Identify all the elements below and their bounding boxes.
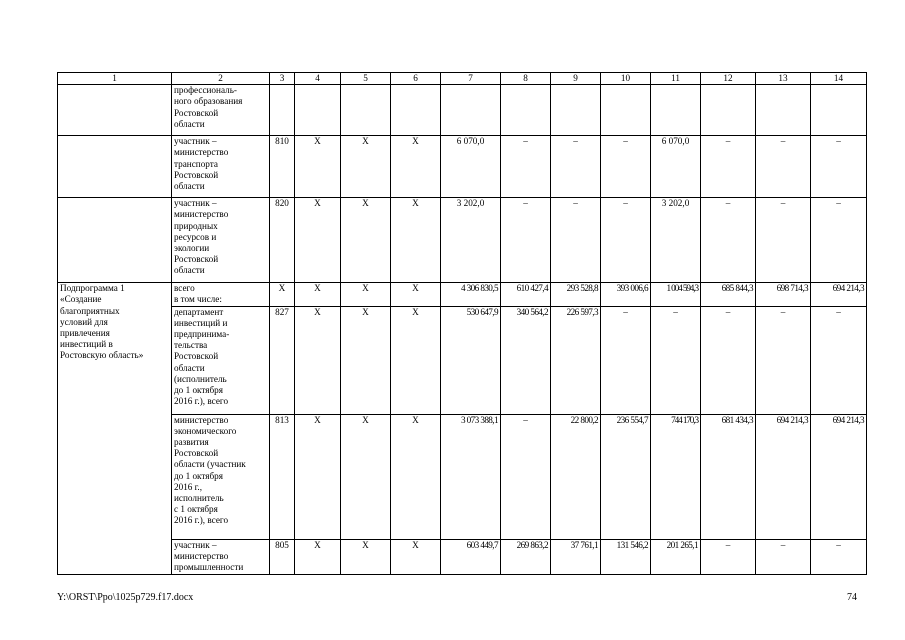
code-cell: 820 [270,198,295,283]
value-cell: – [601,306,651,414]
participant-cell: участник – министерство промышленности [172,539,270,574]
table-row [58,136,867,198]
value-cell: 22 800,2 [551,414,601,539]
value-cell: 4 306 830,5 [441,283,501,306]
value-cell: 236 554,7 [601,414,651,539]
mark-cell: X [341,136,391,198]
table-row [58,85,867,136]
value-cell: 131 546,2 [601,539,651,574]
value-cell: – [551,136,601,198]
mark-cell: X [295,539,341,574]
value-cell [501,85,551,136]
column-header: 13 [756,73,811,85]
column-header: 1 [58,73,172,85]
value-cell: 685 844,3 [701,283,756,306]
participant-cell: участник – министерство природных ресурсов и экологии Ростовской области [172,198,270,283]
value-cell: – [701,306,756,414]
value-cell: – [651,306,701,414]
program-name-cell [58,85,172,136]
value-cell: – [701,136,756,198]
value-cell: – [756,306,811,414]
mark-cell [295,85,341,136]
value-cell: 3 073 388,1 [441,414,501,539]
table-row [58,283,867,306]
column-header: 8 [501,73,551,85]
value-cell: 393 006,6 [601,283,651,306]
value-cell: 603 449,7 [441,539,501,574]
code-cell: X [270,283,295,306]
value-cell: – [811,136,867,198]
value-cell: 293 528,8 [551,283,601,306]
value-cell: 681 434,3 [701,414,756,539]
value-cell: – [551,198,601,283]
value-cell: 1 004 594,3 [651,283,701,306]
value-cell: – [701,539,756,574]
value-cell: 744 170,3 [651,414,701,539]
column-header: 11 [651,73,701,85]
mark-cell: X [295,136,341,198]
value-cell: – [756,539,811,574]
mark-cell [341,85,391,136]
value-cell [441,85,501,136]
program-name-cell [58,198,172,283]
code-cell: 805 [270,539,295,574]
participant-cell: министерство экономического развития Ростовской области (участник до 1 октября 2016 г., исполнитель с 1 октября 2016 г.), всего [172,414,270,539]
value-cell: 3 202,0 [651,198,701,283]
value-cell: 3 202,0 [441,198,501,283]
value-cell: – [501,414,551,539]
mark-cell: X [295,283,341,306]
mark-cell: X [341,539,391,574]
document-file-path: Y:\ORST\Ppo\1025p729.f17.docx [57,592,194,603]
table-header-row [58,73,867,85]
mark-cell: X [391,136,441,198]
code-cell: 813 [270,414,295,539]
program-name-cell [58,136,172,198]
value-cell: 201 265,1 [651,539,701,574]
value-cell: 226 597,3 [551,306,601,414]
column-header: 3 [270,73,295,85]
value-cell [651,85,701,136]
code-cell [270,85,295,136]
mark-cell: X [391,414,441,539]
column-header: 10 [601,73,651,85]
mark-cell: X [341,306,391,414]
mark-cell: X [341,414,391,539]
column-header: 7 [441,73,501,85]
value-cell: 694 214,3 [811,283,867,306]
page-number: 74 [847,592,857,603]
value-cell [756,85,811,136]
participant-cell: всего в том числе: [172,283,270,306]
budget-table [57,72,867,575]
value-cell: – [811,306,867,414]
value-cell: – [811,198,867,283]
value-cell: – [601,136,651,198]
value-cell: – [701,198,756,283]
table-row [58,414,867,539]
value-cell: – [601,198,651,283]
mark-cell: X [295,306,341,414]
participant-cell: участник – министерство транспорта Ростовской области [172,136,270,198]
value-cell: – [756,198,811,283]
value-cell: 37 761,1 [551,539,601,574]
column-header: 9 [551,73,601,85]
participant-cell: департамент инвестиций и предпринима- тельства Ростовской области (исполнитель до 1 октября 2016 г.), всего [172,306,270,414]
column-header: 4 [295,73,341,85]
mark-cell: X [295,414,341,539]
value-cell: 610 427,4 [501,283,551,306]
mark-cell: X [391,198,441,283]
value-cell: 694 214,3 [756,414,811,539]
code-cell: 827 [270,306,295,414]
value-cell: 530 647,9 [441,306,501,414]
value-cell: – [756,136,811,198]
value-cell: 6 070,0 [651,136,701,198]
mark-cell: X [391,283,441,306]
mark-cell: X [341,283,391,306]
column-header: 5 [341,73,391,85]
mark-cell [391,85,441,136]
table-row [58,539,867,574]
value-cell [601,85,651,136]
column-header: 2 [172,73,270,85]
table-row [58,306,867,414]
column-header: 12 [701,73,756,85]
value-cell: – [501,136,551,198]
value-cell: 269 863,2 [501,539,551,574]
mark-cell: X [295,198,341,283]
mark-cell: X [391,306,441,414]
value-cell [701,85,756,136]
mark-cell: X [341,198,391,283]
code-cell: 810 [270,136,295,198]
value-cell [551,85,601,136]
value-cell: 698 714,3 [756,283,811,306]
mark-cell: X [391,539,441,574]
value-cell: 6 070,0 [441,136,501,198]
value-cell: – [501,198,551,283]
value-cell: 340 564,2 [501,306,551,414]
column-header: 6 [391,73,441,85]
participant-cell: профессиональ- ного образования Ростовской области [172,85,270,136]
value-cell [811,85,867,136]
column-header: 14 [811,73,867,85]
value-cell: 694 214,3 [811,414,867,539]
value-cell: – [811,539,867,574]
table-row [58,198,867,283]
subprogram-name-cell: Подпрограмма 1 «Создание благоприятных условий для привлечения инвестиций в Ростовскую область» [58,283,172,574]
